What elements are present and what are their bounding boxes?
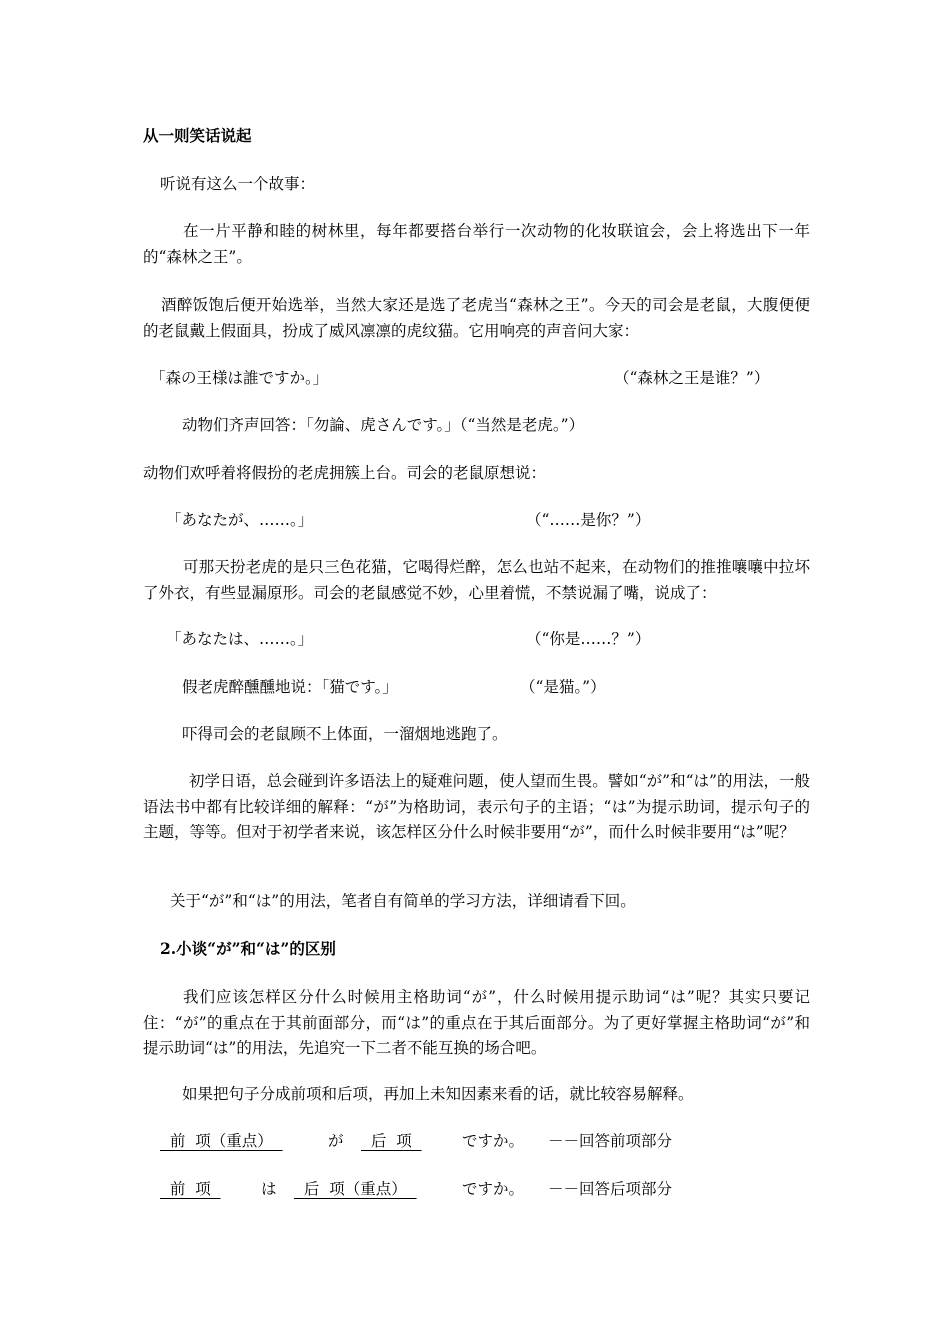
section-title: 从一则笑话说起: [143, 126, 252, 145]
paragraph-4: 可那天扮老虎的是只三色花猫，它喝得烂醉，怎么也站不起来，在动物们的推推嚷嚷中拉坏了外衣，有些显漏原形。司会的老鼠感觉不妙，心里着慌，不禁说漏了嘴，说成了：: [143, 558, 810, 602]
paragraph-2: 酒醉饭饱后便开始选举，当然大家还是选了老虎当“森林之王”。今天的司会是老鼠，大腹便便的老鼠戴上假面具，扮成了威风凛凛的虎纹猫。它用响亮的声音问大家：: [143, 296, 810, 340]
dialogue-1-chinese: （“森林之王是谁？”）: [614, 369, 770, 387]
dialogue-3-chinese: （“……是你？”）: [526, 511, 651, 529]
paragraph-5: 吓得司会的老鼠顾不上体面，一溜烟地逃跑了。: [182, 725, 508, 743]
dialogue-5-japanese: 假老虎醉醺醺地说：「猫です。」: [182, 678, 398, 696]
pattern-2-note: －－回答后项部分: [548, 1180, 673, 1198]
pattern-1-desu: ですか。: [462, 1132, 525, 1150]
pattern-1-note: －－回答前项部分: [548, 1132, 673, 1150]
dialogue-3-japanese: 「あなたが、……。」: [166, 511, 314, 529]
pattern-1-back: 后 项: [361, 1132, 422, 1150]
pattern-1-front: 前 项（重点）: [160, 1132, 283, 1150]
pattern-2-back: 后 项（重点）: [294, 1180, 417, 1198]
intro-line: 听说有这么一个故事：: [160, 175, 316, 193]
dialogue-2: 动物们齐声回答：「勿論、虎さんです。」（“当然是老虎。”）: [182, 416, 585, 434]
paragraph-3: 动物们欢呼着将假扮的老虎拥簇上台。司会的老鼠原想说：: [143, 464, 547, 482]
section-heading-2: 2.小谈“が”和“は”的区别: [160, 939, 336, 958]
paragraph-1: 在一片平静和睦的树林里，每年都要搭台举行一次动物的化妆联谊会，会上将选出下一年的“森林之王”。: [143, 222, 810, 266]
dialogue-1-japanese: 「森の王様は誰ですか。」: [150, 369, 329, 387]
pattern-2-desu: ですか。: [462, 1180, 525, 1198]
paragraph-9: 如果把句子分成前项和后项，再加上未知因素来看的话，就比较容易解释。: [182, 1085, 694, 1103]
paragraph-7: 关于“が”和“は”的用法，笔者自有简单的学习方法，详细请看下回。: [170, 892, 636, 910]
dialogue-4-chinese: （“你是……？”）: [526, 630, 651, 648]
pattern-2-front: 前 项: [160, 1180, 221, 1198]
paragraph-8: 我们应该怎样区分什么时候用主格助词“が”，什么时候用提示助词“は”呢？其实只要记住：“が”的重点在于其前面部分，而“は”的重点在于其后面部分。为了更好掌握主格助词“が”和提示助词“は”的用法，先追究一下二者不能互换的场合吧。: [143, 988, 810, 1057]
paragraph-6: 初学日语，总会碰到许多语法上的疑难问题，使人望而生畏。譬如“が”和“は”的用法，一般语法书中都有比较详细的解释：“が”为格助词，表示句子的主语；“は”为提示助词，提示句子的主题，等等。但对于初学者来说，该怎样区分什么时候非要用“が”，而什么时候非要用“は”呢？: [143, 772, 810, 841]
pattern-2-particle: は: [261, 1180, 277, 1198]
pattern-1-particle: が: [328, 1132, 344, 1150]
dialogue-5-chinese: （“是猫。”）: [520, 678, 606, 696]
dialogue-4-japanese: 「あなたは、……。」: [166, 630, 314, 648]
